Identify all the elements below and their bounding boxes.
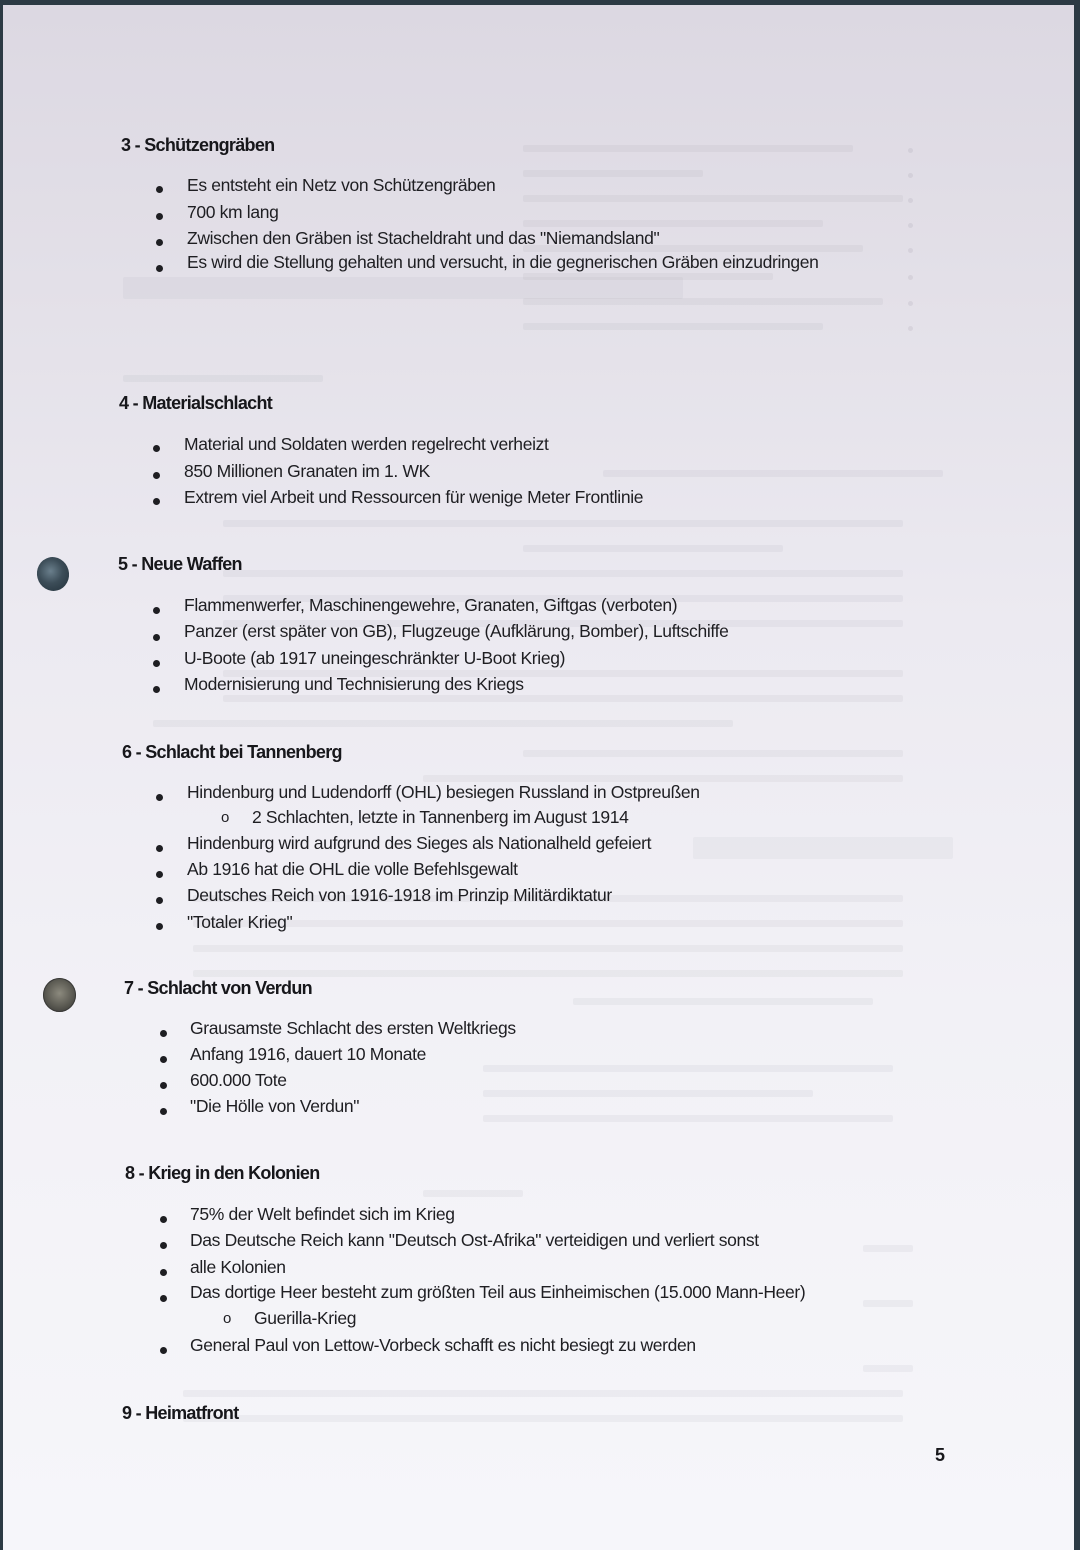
bullet-icon bbox=[160, 1269, 167, 1276]
section-heading: 3 - Schützengräben bbox=[121, 135, 275, 155]
bullet-icon bbox=[156, 213, 163, 220]
list-item: Material und Soldaten werden regelrecht verheizt bbox=[184, 434, 549, 454]
bullet-icon bbox=[156, 186, 163, 193]
list-item: "Totaler Krieg" bbox=[187, 912, 293, 932]
list-item: Panzer (erst später von GB), Flugzeuge (Aufklärung, Bomber), Luftschiffe bbox=[184, 621, 729, 641]
list-item: Ab 1916 hat die OHL die volle Befehlsgewalt bbox=[187, 859, 518, 879]
list-item: Modernisierung und Technisierung des Kriegs bbox=[184, 674, 524, 694]
list-item: 700 km lang bbox=[187, 202, 279, 222]
bullet-icon bbox=[160, 1216, 167, 1223]
bullet-icon bbox=[160, 1295, 167, 1302]
section-heading: 7 - Schlacht von Verdun bbox=[124, 978, 312, 998]
sub-list-item: Guerilla-Krieg bbox=[254, 1308, 357, 1328]
section-heading: 5 - Neue Waffen bbox=[118, 554, 242, 574]
punch-hole bbox=[43, 978, 76, 1012]
bullet-icon bbox=[156, 845, 163, 852]
bullet-icon bbox=[153, 634, 160, 641]
list-item: 850 Millionen Granaten im 1. WK bbox=[184, 461, 430, 481]
bullet-icon bbox=[160, 1056, 167, 1063]
list-item: "Die Hölle von Verdun" bbox=[190, 1096, 360, 1116]
bullet-icon bbox=[153, 445, 160, 452]
bullet-icon bbox=[156, 794, 163, 801]
page-number: 5 bbox=[935, 1445, 946, 1465]
bullet-icon bbox=[153, 472, 160, 479]
bullet-icon bbox=[153, 686, 160, 693]
list-item: 600.000 Tote bbox=[190, 1070, 287, 1090]
list-item: alle Kolonien bbox=[190, 1257, 286, 1277]
sub-bullet-icon: o bbox=[223, 1310, 232, 1327]
list-item: U-Boote (ab 1917 uneingeschränkter U-Boot Krieg) bbox=[184, 648, 566, 668]
section-heading: 4 - Materialschlacht bbox=[119, 393, 273, 413]
bullet-icon bbox=[160, 1108, 167, 1115]
list-item: Das dortige Heer besteht zum größten Teil aus Einheimischen (15.000 Mann-Heer) bbox=[190, 1282, 806, 1302]
list-item: Grausamste Schlacht des ersten Weltkriegs bbox=[190, 1018, 516, 1038]
bullet-icon bbox=[160, 1082, 167, 1089]
bullet-icon bbox=[153, 498, 160, 505]
list-item: Deutsches Reich von 1916-1918 im Prinzip Militärdiktatur bbox=[187, 885, 612, 905]
list-item: Hindenburg wird aufgrund des Sieges als Nationalheld gefeiert bbox=[187, 833, 652, 853]
list-item: Extrem viel Arbeit und Ressourcen für wenige Meter Frontlinie bbox=[184, 487, 644, 507]
bullet-icon bbox=[153, 660, 160, 667]
bullet-icon bbox=[156, 871, 163, 878]
list-item: Anfang 1916, dauert 10 Monate bbox=[190, 1044, 427, 1064]
list-item: Es wird die Stellung gehalten und versucht, in die gegnerischen Gräben einzudringen bbox=[187, 252, 819, 272]
list-item: Es entsteht ein Netz von Schützengräben bbox=[187, 175, 496, 195]
list-item: 75% der Welt befindet sich im Krieg bbox=[190, 1204, 455, 1224]
bullet-icon bbox=[160, 1242, 167, 1249]
list-item: General Paul von Lettow-Vorbeck schafft es nicht besiegt zu werden bbox=[190, 1335, 696, 1355]
bullet-icon bbox=[156, 923, 163, 930]
list-item: Hindenburg und Ludendorff (OHL) besiegen Russland in Ostpreußen bbox=[187, 782, 700, 802]
list-item: Flammenwerfer, Maschinengewehre, Granaten, Giftgas (verboten) bbox=[184, 595, 678, 615]
list-item: Das Deutsche Reich kann "Deutsch Ost-Afrika" verteidigen und verliert sonst bbox=[190, 1230, 759, 1250]
bullet-icon bbox=[156, 239, 163, 246]
section-heading: 9 - Heimatfront bbox=[122, 1403, 239, 1423]
sub-list-item: 2 Schlachten, letzte in Tannenberg im August 1914 bbox=[252, 807, 629, 827]
section-heading: 8 - Krieg in den Kolonien bbox=[125, 1163, 320, 1183]
bullet-icon bbox=[156, 897, 163, 904]
scanned-page bbox=[3, 5, 1074, 1550]
bullet-icon bbox=[156, 265, 163, 272]
punch-hole bbox=[33, 553, 73, 594]
bullet-icon bbox=[160, 1347, 167, 1354]
section-heading: 6 - Schlacht bei Tannenberg bbox=[122, 742, 342, 762]
bullet-icon bbox=[160, 1030, 167, 1037]
bullet-icon bbox=[153, 607, 160, 614]
sub-bullet-icon: o bbox=[221, 809, 230, 826]
list-item: Zwischen den Gräben ist Stacheldraht und das "Niemandsland" bbox=[187, 228, 660, 248]
